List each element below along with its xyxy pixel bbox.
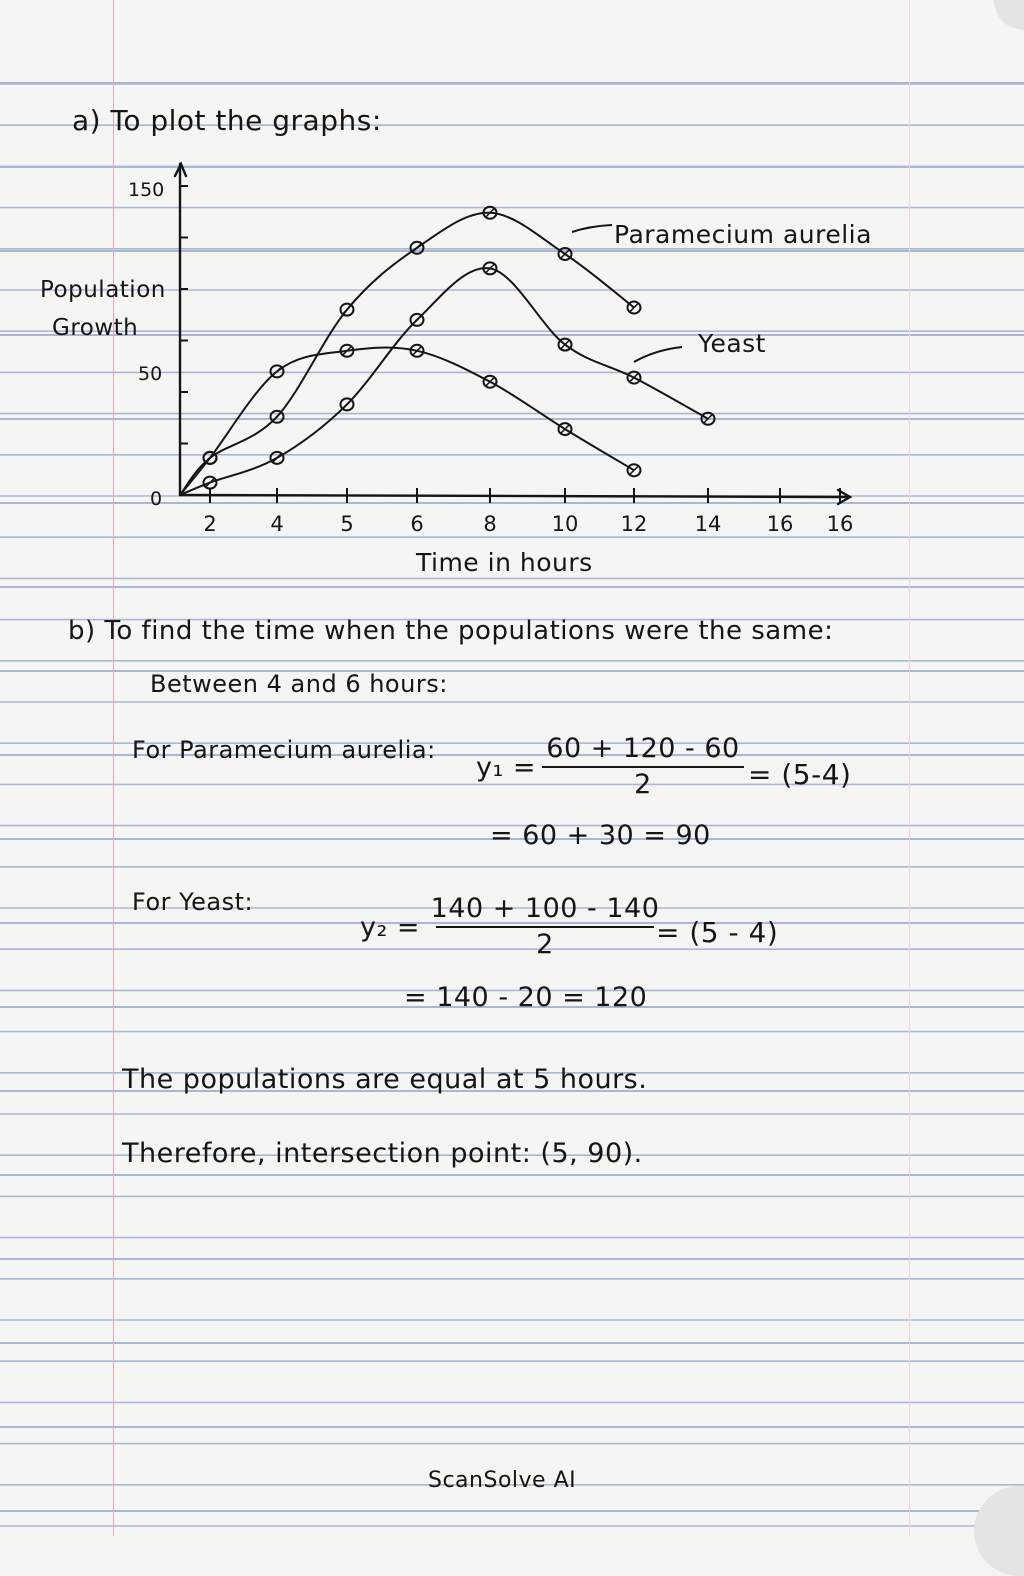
svg-text:5: 5 bbox=[340, 512, 354, 536]
svg-text:16: 16 bbox=[766, 512, 794, 536]
yeast-lhs: y₂ = bbox=[360, 912, 421, 943]
svg-text:12: 12 bbox=[620, 512, 648, 536]
x-axis-label: Time in hours bbox=[416, 548, 593, 577]
conclusion-intersection: Therefore, intersection point: (5, 90). bbox=[122, 1138, 643, 1169]
yeast-rhs: = (5 - 4) bbox=[656, 916, 779, 949]
conclusion-equal-time: The populations are equal at 5 hours. bbox=[122, 1064, 648, 1095]
yeast-fraction bbox=[430, 892, 660, 962]
chart-series bbox=[180, 213, 708, 495]
data-point-markers bbox=[204, 207, 715, 489]
yeast-numerator: 140 + 100 - 140 bbox=[430, 893, 660, 924]
paramecium-label: For Paramecium aurelia: bbox=[132, 736, 436, 764]
part-b-subheading: Between 4 and 6 hours: bbox=[150, 670, 448, 698]
svg-text:50: 50 bbox=[138, 363, 163, 385]
svg-text:4: 4 bbox=[270, 512, 284, 536]
part-a-heading: a) To plot the graphs: bbox=[72, 104, 382, 137]
svg-text:10: 10 bbox=[551, 512, 579, 536]
svg-text:14: 14 bbox=[694, 512, 722, 536]
watermark: ScanSolve AI bbox=[428, 1468, 577, 1493]
paramecium-numerator: 60 + 120 - 60 bbox=[546, 733, 740, 764]
y-axis-label-line1: Population bbox=[40, 277, 166, 303]
svg-text:8: 8 bbox=[483, 512, 497, 536]
series-label-yeast: Yeast bbox=[698, 329, 766, 358]
paramecium-fraction bbox=[542, 732, 744, 802]
svg-text:2: 2 bbox=[203, 512, 217, 536]
series-line bbox=[180, 348, 634, 495]
paramecium-denominator: 2 bbox=[634, 769, 652, 800]
paramecium-result: = 60 + 30 = 90 bbox=[490, 820, 711, 851]
svg-text:6: 6 bbox=[410, 512, 424, 536]
series-label-paramecium: Paramecium aurelia bbox=[614, 220, 872, 249]
svg-text:0: 0 bbox=[150, 488, 163, 510]
series-line bbox=[180, 213, 634, 495]
yeast-denominator: 2 bbox=[536, 929, 554, 960]
y-axis-label-line2: Growth bbox=[52, 315, 139, 341]
svg-text:16: 16 bbox=[826, 512, 854, 536]
paramecium-rhs: = (5-4) bbox=[748, 758, 852, 791]
yeast-label: For Yeast: bbox=[132, 888, 254, 916]
svg-text:150: 150 bbox=[128, 179, 165, 201]
part-b-heading: b) To find the time when the populations were the same: bbox=[68, 616, 834, 646]
yeast-result: = 140 - 20 = 120 bbox=[404, 982, 648, 1013]
paramecium-lhs: y₁ = bbox=[476, 752, 537, 783]
